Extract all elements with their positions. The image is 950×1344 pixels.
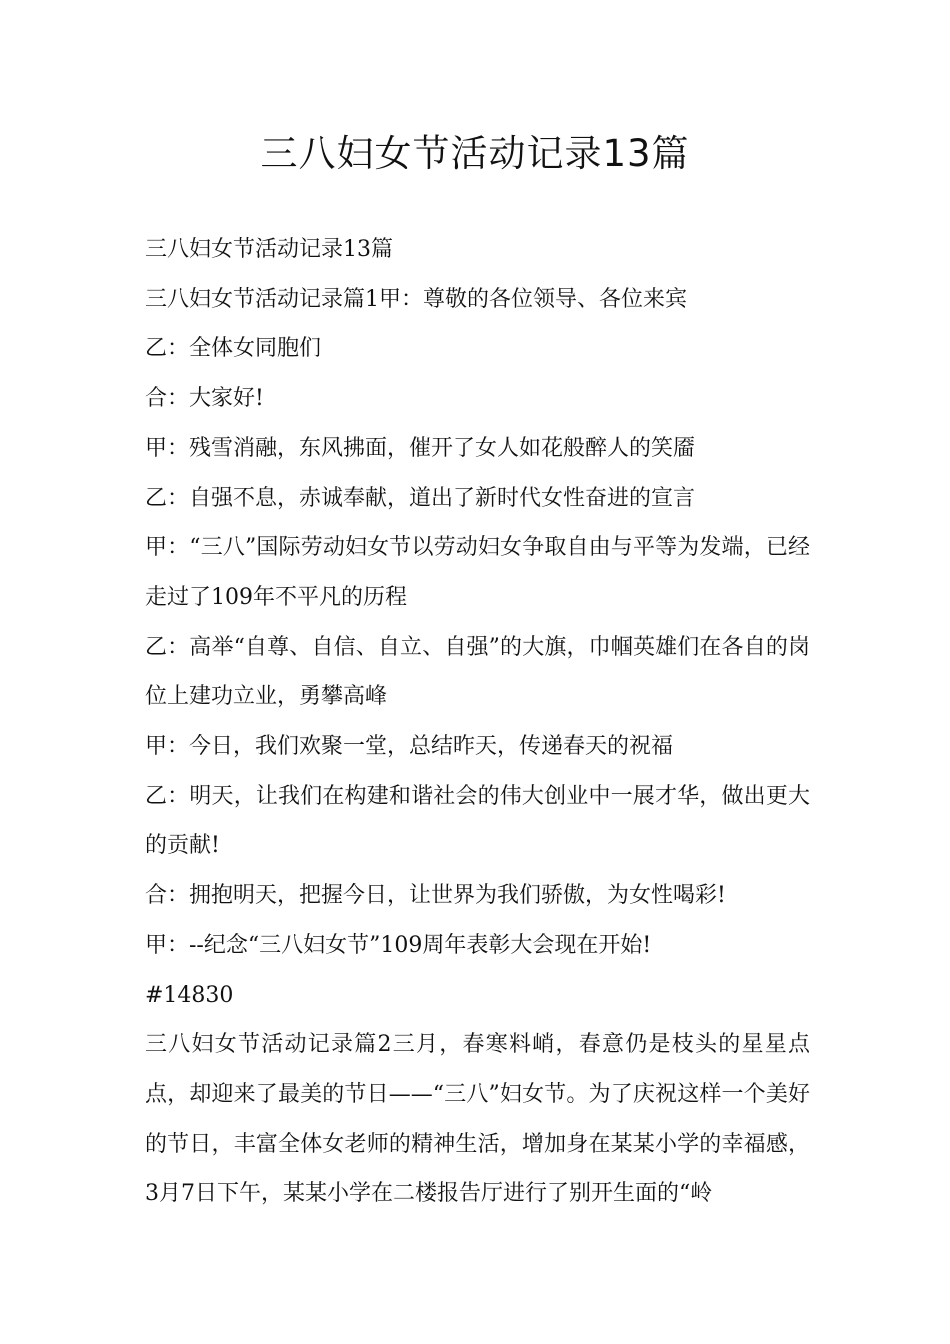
paragraph: #14830 [145, 982, 234, 1008]
paragraph: 乙：全体女同胞们 [145, 336, 322, 362]
paragraph: 甲：“三八”国际劳动妇女节以劳动妇女争取自由与平等为发端，已经走过了109年不平凡的历程 [145, 535, 810, 610]
paragraph: 三八妇女节活动记录篇2三月，春寒料峭，春意仍是枝头的星星点点，却迎来了最美的节日——“三八”妇女节。为了庆祝这样一个美好的节日，丰富全体女老师的精神生活，增加身在某某小学的幸福感，3月7日下午，某某小学在二楼报告厅进行了别开生面的“岭 [145, 1032, 810, 1207]
paragraph: 合：大家好! [145, 386, 264, 412]
paragraph: 甲：残雪消融，东风拂面，催开了女人如花般醉人的笑靥 [145, 435, 696, 461]
paragraph: 甲：今日，我们欢聚一堂，总结昨天，传递春天的祝福 [145, 734, 674, 760]
document-title: 三八妇女节活动记录13篇 [260, 132, 690, 175]
paragraph: 三八妇女节活动记录13篇 [145, 237, 393, 262]
paragraph: 合：拥抱明天，把握今日，让世界为我们骄傲，为女性喝彩! [145, 883, 726, 909]
paragraph: 甲：--纪念“三八妇女节”109周年表彰大会现在开始! [145, 932, 652, 958]
paragraph: 乙：自强不息，赤诚奉献，道出了新时代女性奋进的宣言 [145, 485, 696, 511]
document-body [145, 225, 810, 1219]
paragraph: 乙：高举“自尊、自信、自立、自强”的大旗，巾帼英雄们在各自的岗位上建功立业，勇攀高峰 [145, 634, 810, 710]
paragraph: 三八妇女节活动记录篇1甲：尊敬的各位领导、各位来宾 [145, 286, 687, 312]
paragraph: 乙：明天，让我们在构建和谐社会的伟大创业中一展才华，做出更大的贡献! [145, 783, 810, 859]
